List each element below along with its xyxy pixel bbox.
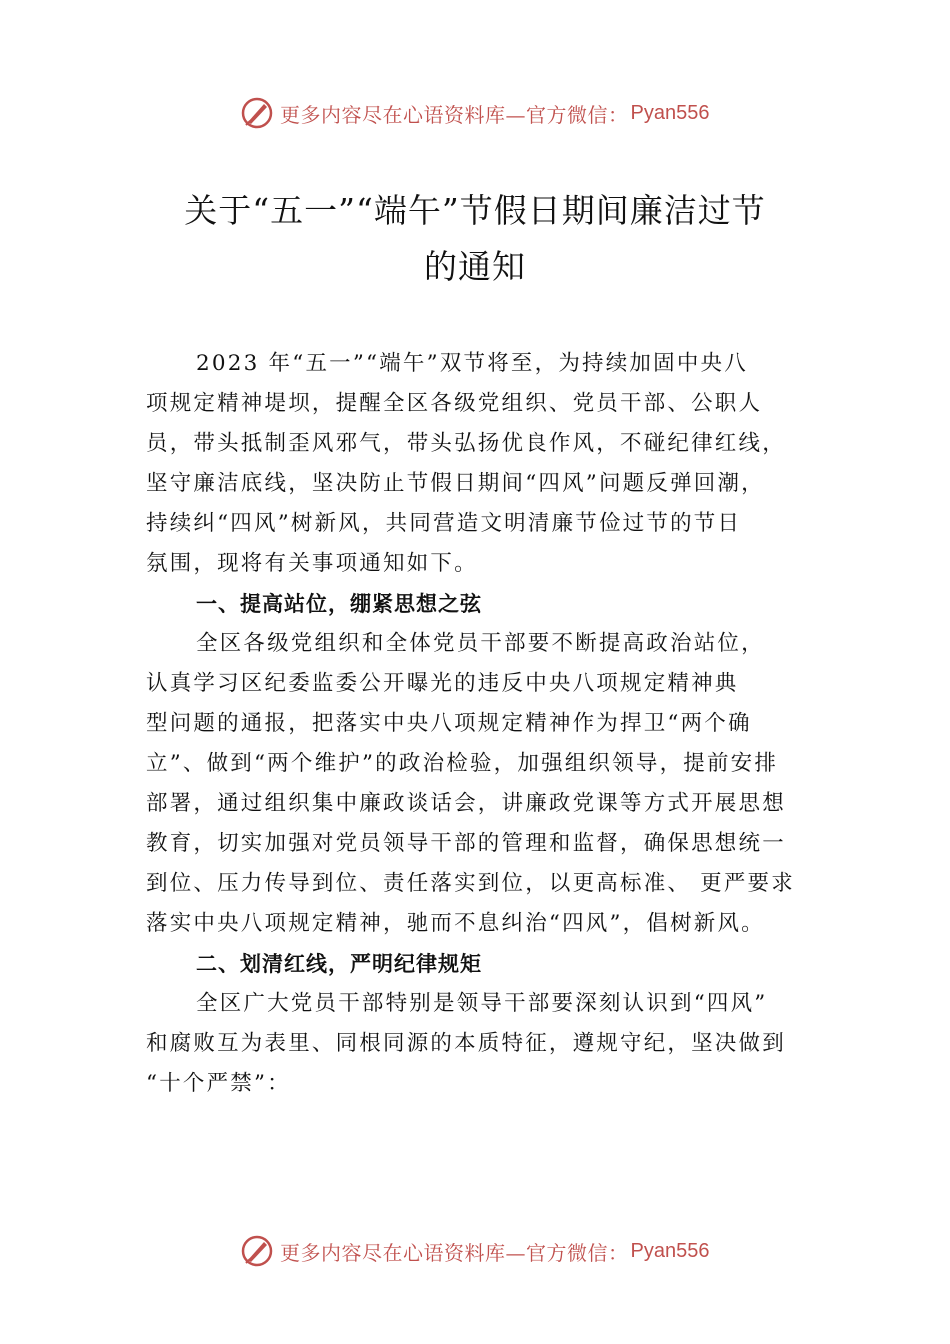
section1-line: 部署，通过组织集中廉政谈话会，讲廉政党课等方式开展思想 xyxy=(146,791,786,816)
section2-line: 全区广大党员干部特别是领导干部要深刻认识到“四风” xyxy=(196,991,768,1016)
section1-line: 立”、做到“两个维护”的政治检验，加强组织领导，提前安排 xyxy=(146,751,779,776)
quill-pen-icon xyxy=(240,96,274,130)
section1-line: 全区各级党组织和全体党员干部要不断提高政治站位， xyxy=(196,631,765,656)
section-heading-2: 二、划清红线，严明纪律规矩 xyxy=(196,952,482,976)
intro-line: 项规定精神堤坝，提醒全区各级党组织、党员干部、公职人 xyxy=(146,391,763,416)
watermark-code: Pyan556 xyxy=(630,101,710,124)
intro-line: 氛围，现将有关事项通知如下。 xyxy=(146,551,478,576)
title-line-2: 的通知 xyxy=(424,247,526,286)
section2-line: 和腐败互为表里、同根同源的本质特征，遵规守纪，坚决做到 xyxy=(146,1031,786,1056)
title-line-1: 关于“五一”“端午”节假日期间廉洁过节 xyxy=(184,191,766,230)
quill-pen-icon xyxy=(240,1234,274,1268)
section-heading-1: 一、提高站位，绷紧思想之弦 xyxy=(196,592,482,616)
section1-line: 到位、压力传导到位、责任落实到位，以更高标准、 更严要求 xyxy=(146,871,795,896)
section1-line: 落实中央八项规定精神，驰而不息纠治“四风”，倡树新风。 xyxy=(146,911,765,936)
watermark-code: Pyan556 xyxy=(630,1239,710,1262)
section1-line: 教育，切实加强对党员领导干部的管理和监督，确保思想统一 xyxy=(146,831,786,856)
section1-line: 型问题的通报，把落实中央八项规定精神作为捍卫“两个确 xyxy=(146,711,752,736)
watermark-text: 更多内容尽在心语资料库—官方微信： xyxy=(280,1240,629,1265)
watermark-text: 更多内容尽在心语资料库—官方微信： xyxy=(280,102,629,127)
document-body xyxy=(146,344,836,1104)
section1-line: 认真学习区纪委监委公开曝光的违反中央八项规定精神典 xyxy=(146,671,739,696)
document-title xyxy=(110,183,840,295)
intro-line: 坚守廉洁底线，坚决防止节假日期间“四风”问题反弹回潮， xyxy=(146,471,765,496)
section2-line: “十个严禁”： xyxy=(146,1071,291,1096)
intro-line: 持续纠“四风”树新风，共同营造文明清廉节俭过节的节日 xyxy=(146,511,742,536)
intro-line: 员，带头抵制歪风邪气，带头弘扬优良作风，不碰纪律红线， xyxy=(146,431,786,456)
watermark-header xyxy=(240,96,709,130)
intro-line: 2023 年“五一”“端午”双节将至，为持续加固中央八 xyxy=(196,351,748,376)
watermark-footer xyxy=(240,1234,709,1268)
